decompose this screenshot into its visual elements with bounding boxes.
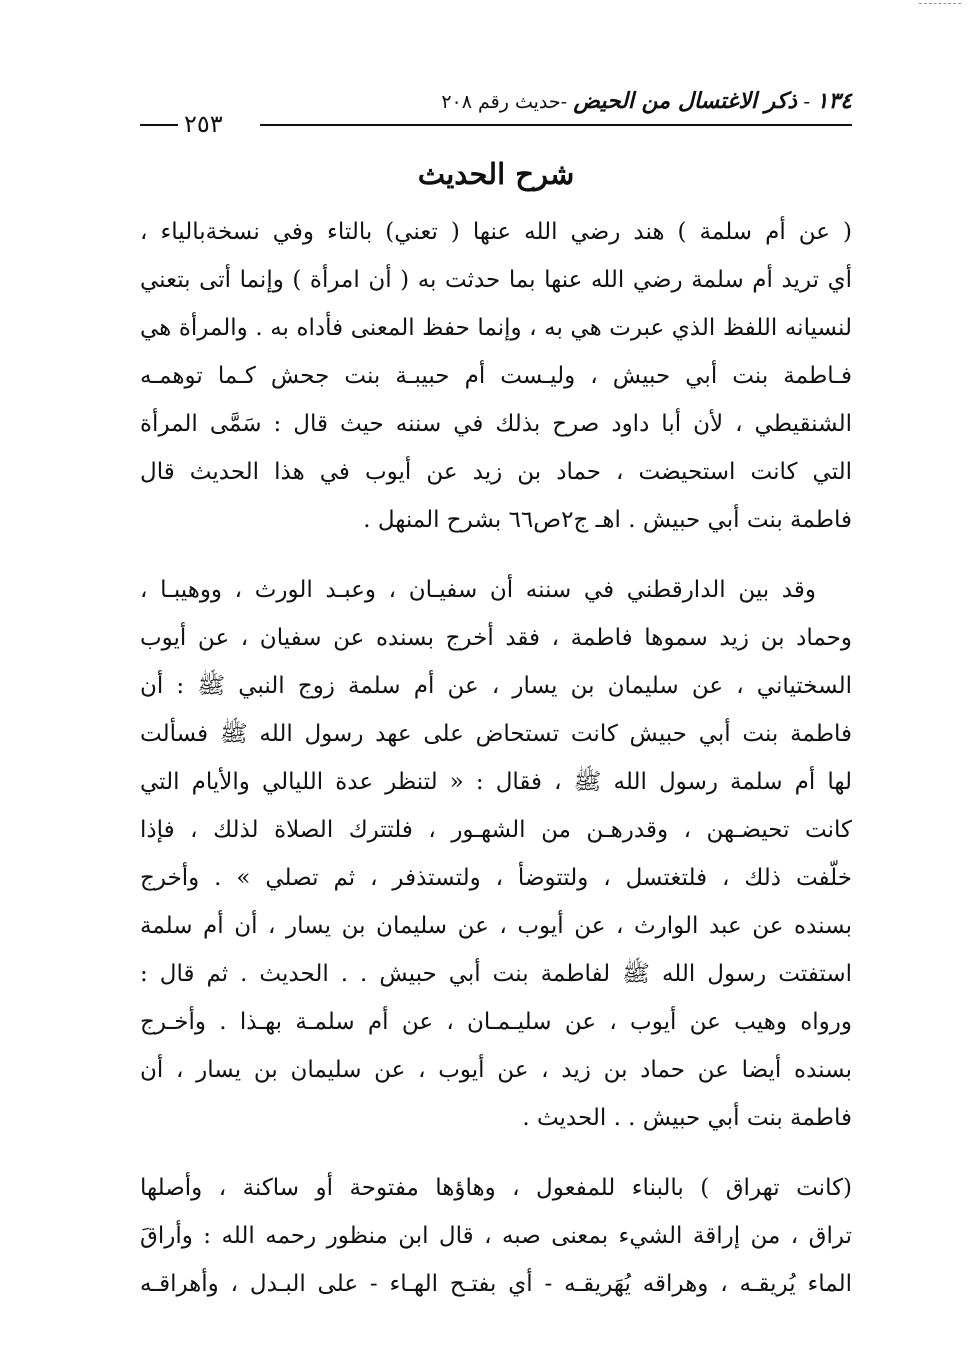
text-line: بسنده عن عبد الوارث ، عن أيوب ، عن سليمان بن يسار ، أن أم سلمة [140,913,852,939]
text-line: لها أم سلمة رسول الله ﷺ ، فقال : « لتنظر عدة الليالي والأيام التي [140,769,852,795]
text-line: ورواه وهيب عن أيوب ، عن سليـمـان ، عن أم سلمـة بهـذا . وأخـرج [140,1009,852,1035]
section-title: شرح الحديث [417,157,575,191]
running-head [441,84,852,119]
page-header [140,84,852,138]
text-line: السختياني ، عن سليمان بن يسار ، عن أم سلمة زوج النبي ﷺ : أن [140,673,852,699]
hadith-reference: -حديث رقم ٢٠٨ [441,91,568,113]
page-number: ٢٥٣ [184,110,223,138]
page-number-dash [140,124,178,126]
text-line: بسنده أيضا عن حماد بن زيد ، عن أيوب ، عن سليمان بن يسار ، أن [140,1057,852,1083]
scan-corner-mark [919,3,961,4]
text-line: الشنقيطي ، لأن أبا داود صرح بذلك في سننه حيث قال : سَمَّى المرأة [140,411,852,437]
text-line: (كانت تهراق ) بالبناء للمفعول ، وهاؤها مفتوحة أو ساكنة ، وأصلها [140,1175,852,1201]
text-line: وحماد بن زيد سموها فاطمة ، فقد أخرج بسنده عن سفيان ، عن أيوب [140,625,852,651]
text-line: وقد بين الدارقطني في سننه أن سفيـان ، وعبـد الورث ، ووهيبـا ، [140,577,816,603]
text-line: أي تريد أم سلمة رضي الله عنها بما حدثت به ( أن امرأة ) وإنما أتى بتعني [140,267,852,293]
text-line: فاطمة بنت أبي حبيش . اهـ ج٢ص٦٦ بشرح المنهل . [363,507,852,533]
page-number-group [140,110,260,138]
body-text [140,208,852,1330]
text-line: ( عن أم سلمة ) هند رضي الله عنها ( تعني) بالتاء وفي نسخةبالياء ، [140,219,852,245]
text-line: التي كانت استحيضت ، حماد بن زيد عن أيوب في هذا الحديث قال [140,459,852,485]
text-line: فاطمة بنت أبي حبيش . . الحديث . [522,1105,852,1131]
header-separator: - [803,89,811,113]
paragraph [140,1164,852,1308]
paragraph [140,566,852,1142]
paragraph [140,208,852,544]
text-line: فـاطمة بنت أبي حبيش ، وليـست أم حبيبـة بنت جحش كـما توهمـه [140,363,852,389]
header-rule [260,124,852,126]
text-line: استفتت رسول الله ﷺ لفاطمة بنت أبي حبيش . . الحديث . ثم قال : [140,961,852,987]
text-line: خلّفت ذلك ، فلتغتسل ، ولتتوضأ ، ولتستذفر ، ثم تصلي » . وأخرج [140,865,852,891]
text-line: لنسيانه اللفظ الذي عبرت هي به ، وإنما حفظ المعنى فأداه به . والمرأة هي [140,315,852,341]
text-line: تراق ، من إراقة الشيء بمعنى صبه ، قال ابن منظور رحمه الله : وأراقَ [140,1223,852,1249]
text-line: الماء يُريقـه ، وهراقه يُهَريقـه - أي بفتـح الهـاء - على البـدل ، وأهراقـه [140,1271,852,1297]
text-line: كانت تحيضـهن ، وقدرهـن من الشهـور ، فلتترك الصلاة لذلك ، فإذا [140,817,852,843]
text-line: فاطمة بنت أبي حبيش كانت تستحاض على عهد رسول الله ﷺ فسألت [140,721,852,747]
chapter-title: ذكر الاغتسال من الحيض [573,88,798,114]
chapter-number: ١٣٤ [816,88,852,114]
